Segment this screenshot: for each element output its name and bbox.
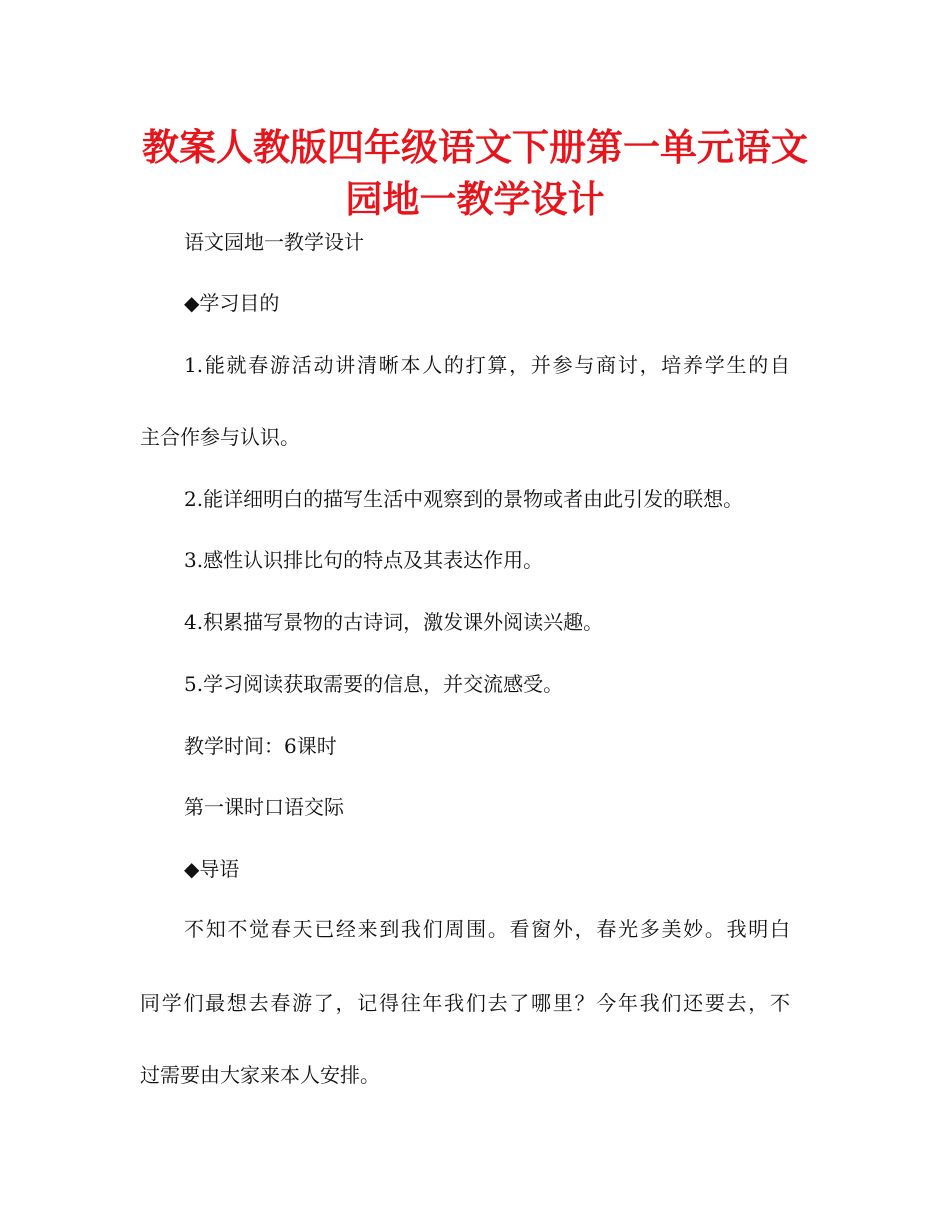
- goal-1-line-1: 1.能就春游活动讲清晰本人的打算，并参与商讨，培养学生的自: [184, 353, 790, 377]
- teaching-time: 教学时间：6课时: [184, 734, 337, 758]
- goal-4: 4.积累描写景物的古诗词，激发课外阅读兴趣。: [184, 610, 604, 634]
- goal-2: 2.能详细明白的描写生活中观察到的景物或者由此引发的联想。: [184, 487, 744, 511]
- title-line-2: 园地一教学设计: [345, 178, 605, 221]
- goal-1-line-2: 主合作参与认识。: [140, 425, 300, 449]
- section-heading-intro: ◆导语: [184, 857, 240, 881]
- intro-line-3: 过需要由大家来本人安排。: [140, 1063, 380, 1087]
- section-heading-goals: ◆学习目的: [184, 291, 280, 315]
- title-line-1: 教案人教版四年级语文下册第一单元语文: [142, 126, 808, 169]
- goal-3: 3.感性认识排比句的特点及其表达作用。: [184, 548, 544, 572]
- lesson-1-heading: 第一课时口语交际: [184, 795, 344, 819]
- intro-line-2: 同学们最想去春游了，记得往年我们去了哪里？今年我们还要去，不: [140, 991, 790, 1015]
- subtitle: 语文园地一教学设计: [184, 230, 364, 254]
- document-title: [140, 122, 810, 226]
- goal-5: 5.学习阅读获取需要的信息，并交流感受。: [184, 672, 564, 696]
- intro-line-1: 不知不觉春天已经来到我们周围。看窗外，春光多美妙。我明白: [184, 917, 790, 941]
